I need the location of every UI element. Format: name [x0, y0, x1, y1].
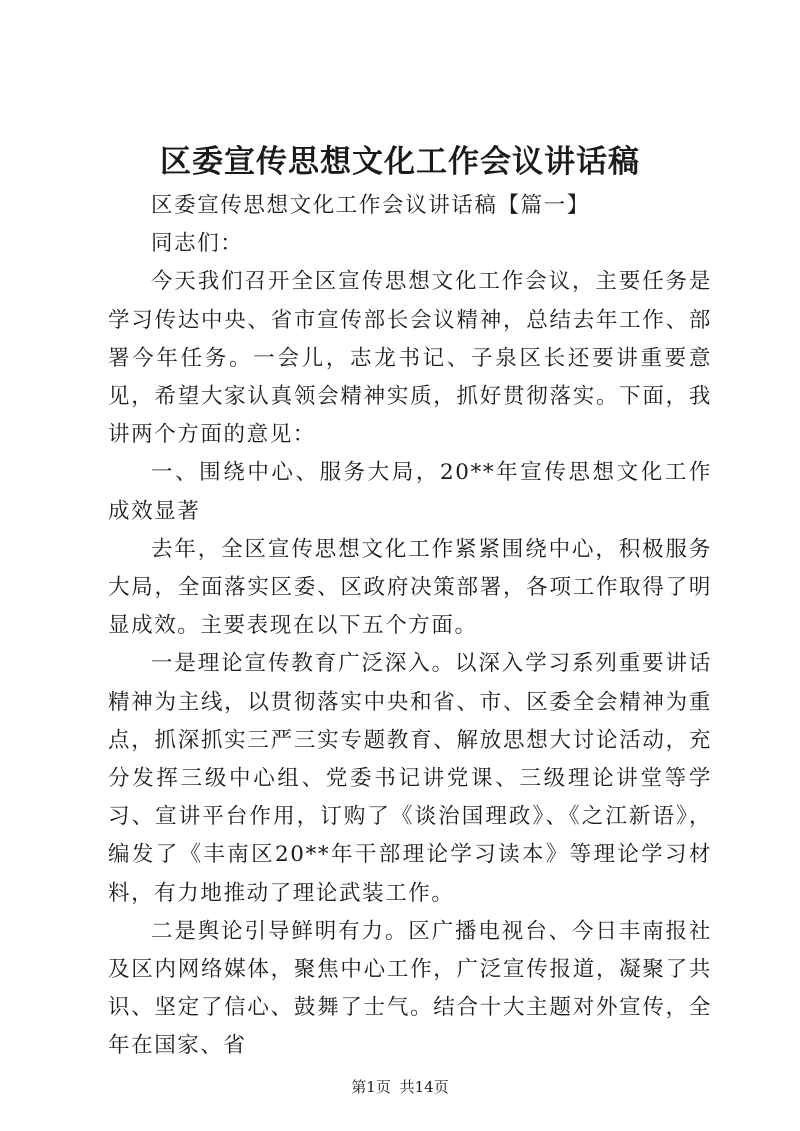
- salutation: 同志们：: [151, 231, 244, 257]
- body-paragraph: 二是舆论引导鲜明有力。区广播电视台、今日丰南报社及区内网络媒体，聚焦中心工作，广泛宣传报道，凝聚了共识、坚定了信心、鼓舞了士气。结合十大主题对外宣传，全年在国家、省: [108, 918, 712, 1059]
- body-paragraph: 一是理论宣传教育广泛深入。以深入学习系列重要讲话精神为主线，以贯彻落实中央和省、市、区委全会精神为重点，抓深抓实三严三实专题教育、解放思想大讨论活动，充分发挥三级中心组、党委书记讲党课、三级理论讲堂等学习、宣讲平台作用，订购了《谈治国理政》、《之江新语》，编发了《丰南区20**年干部理论学习读本》等理论学习材料，有力地推动了理论武装工作。: [108, 651, 712, 906]
- section-heading: 一、围绕中心、服务大局，20**年宣传思想文化工作成效显著: [108, 460, 712, 524]
- body-paragraph: 去年，全区宣传思想文化工作紧紧围绕中心，积极服务大局，全面落实区委、区政府决策部署，各项工作取得了明显成效。主要表现在以下五个方面。: [108, 536, 712, 639]
- section-subtitle: 区委宣传思想文化工作会议讲话稿【篇一】: [151, 193, 590, 218]
- total-pages: 共14页: [399, 1078, 449, 1096]
- page-footer: [0, 1075, 800, 1099]
- page-number: 第1页: [351, 1078, 391, 1096]
- document-title: 区委宣传思想文化工作会议讲话稿: [160, 144, 640, 180]
- body-paragraph: 今天我们召开全区宣传思想文化工作会议，主要任务是学习传达中央、省市宣传部长会议精神，总结去年工作、部署今年任务。一会儿，志龙书记、子泉区长还要讲重要意见，希望大家认真领会精神实质，抓好贯彻落实。下面，我讲两个方面的意见：: [108, 269, 712, 448]
- document-body: [108, 187, 712, 1066]
